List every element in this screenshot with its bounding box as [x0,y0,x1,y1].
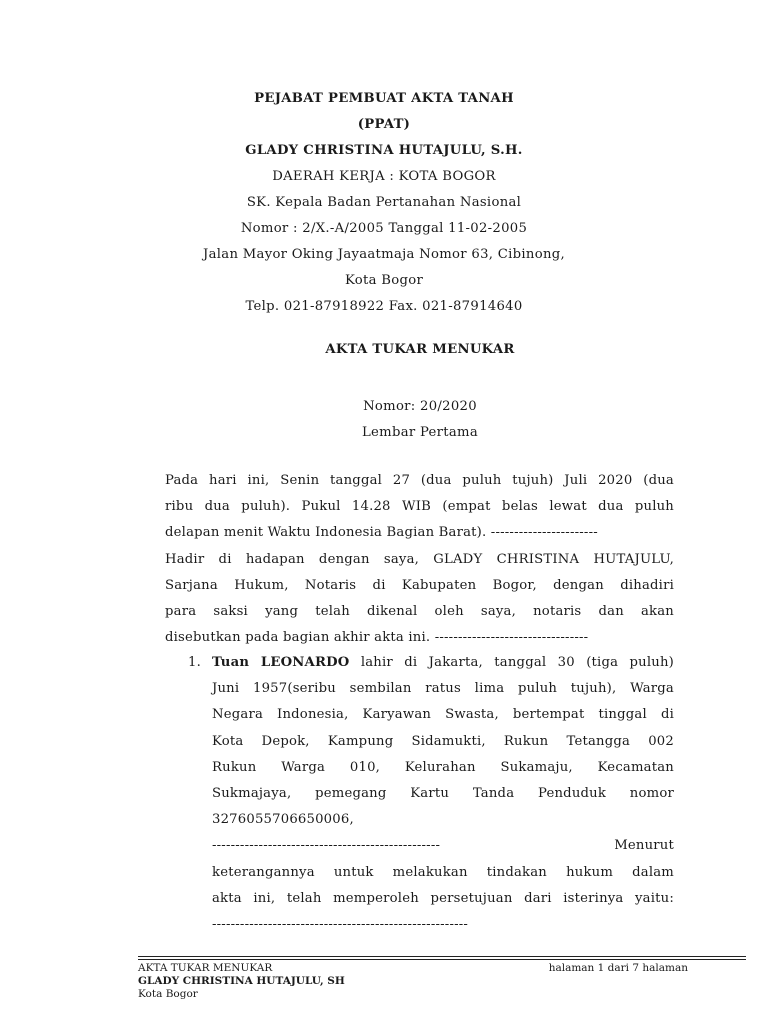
body-line: para saksi yang telah dikenal oleh saya, notaris dan akan [165,604,674,620]
item-line: Negara Indonesia, Karyawan Swasta, bertempat tinggal di [212,707,674,723]
footer-official-name: GLADY CHRISTINA HUTAJULU, SH [138,975,345,987]
decree-issuer: SK. Kepala Badan Pertanahan Nasional [246,195,522,210]
document-number: Nomor: 20/2020 [363,399,477,414]
item-line: 3276055706650006, [212,812,354,828]
dash-filler: ------------------------------------------------- [212,838,441,854]
item-content [212,650,674,938]
item-line: akta ini, telah memperoleh persetujuan dari isterinya yaitu: [212,890,674,906]
item-line: ------------------------------------------------------- [212,917,469,933]
item-number: 1. [188,655,201,670]
office-abbreviation: (PPAT) [357,117,411,132]
item-word: Menurut [614,838,674,854]
decree-number: Nomor : 2/X.-A/2005 Tanggal 11-02-2005 [240,221,528,236]
body-line: ribu dua puluh). Pukul 14.28 WIB (empat belas lewat dua puluh [165,499,674,515]
body-line: Sarjana Hukum, Notaris di Kabupaten Bogor, dengan dihadiri [165,577,674,593]
item-line-rest: lahir di Jakarta, tanggal 30 (tiga puluh) [349,655,675,670]
address-line2: Kota Bogor [344,273,424,288]
document-number-block [0,394,768,446]
item-line [212,650,674,676]
party-item-1 [188,650,674,938]
item-line: Kota Depok, Kampung Sidamukti, Rukun Tetangga 002 [212,733,674,749]
body-line: Hadir di hadapan dengan saya, GLADY CHRISTINA HUTAJULU, [165,551,674,567]
party-name: Tuan LEONARDO [212,655,350,670]
footer-divider [138,959,746,960]
page-indicator: halaman 1 dari 7 halaman [548,962,688,974]
office-title: PEJABAT PEMBUAT AKTA TANAH [254,91,514,106]
body-line: delapan menit Waktu Indonesia Bagian Barat). ----------------------- [165,525,598,541]
address-line1: Jalan Mayor Oking Jayaatmaja Nomor 63, Cibinong, [203,247,565,262]
letterhead [0,86,768,320]
page-footer [138,962,688,1001]
body-line: Pada hari ini, Senin tanggal 27 (dua puluh tujuh) Juli 2020 (dua [165,473,674,488]
item-line: Juni 1957(seribu sembilan ratus lima puluh tujuh), Warga [212,681,674,697]
official-name: GLADY CHRISTINA HUTAJULU, S.H. [245,143,523,158]
footer-doc-title: AKTA TUKAR MENUKAR [138,962,273,974]
contact-line: Telp. 021-87918922 Fax. 021-87914640 [245,299,523,314]
item-line: Rukun Warga 010, Kelurahan Sukamaju, Kecamatan [212,759,674,775]
footer-divider [138,956,746,957]
item-line [212,833,674,859]
footer-city: Kota Bogor [138,988,198,1000]
body-line: disebutkan pada bagian akhir akta ini. --------------------------------- [165,630,589,646]
item-line: Sukmajaya, pemegang Kartu Tanda Penduduk nomor [212,786,674,802]
document-title: AKTA TUKAR MENUKAR [325,342,515,357]
item-line: keterangannya untuk melakukan tindakan hukum dalam [212,864,674,880]
document-sheet: Lembar Pertama [362,425,478,440]
opening-paragraph [165,468,674,651]
work-area: DAERAH KERJA : KOTA BOGOR [272,169,496,184]
